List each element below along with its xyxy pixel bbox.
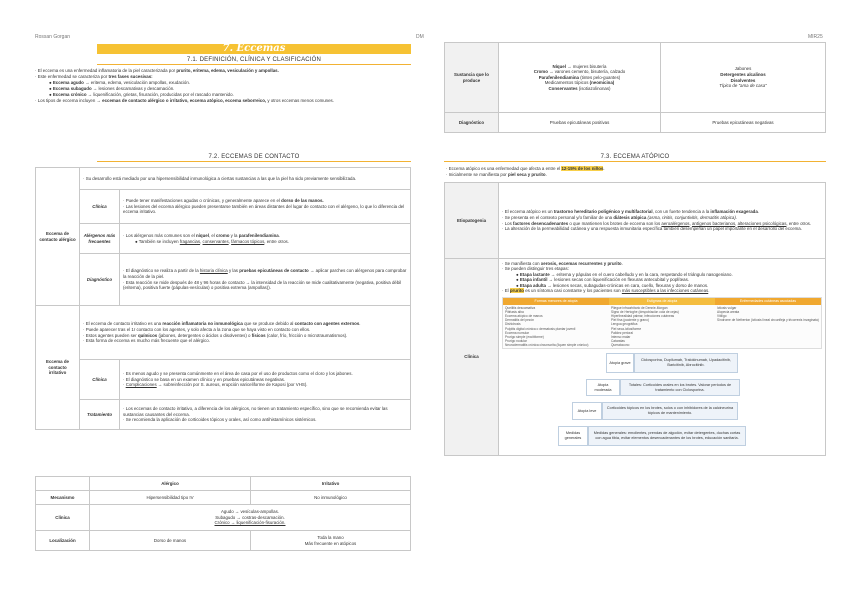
figure-item: Pliegue infraorbitario de Dennie-Morgan (611, 306, 668, 311)
compare-row-label: Diagnóstico (445, 113, 499, 133)
figure-item: Eccema atópico de manos (505, 314, 543, 319)
compare-cell-merged: Agudo → vesículas-ampollas. Subagudo → costras-descamación. Crónico → liquenificación-fisuración. (90, 505, 411, 531)
irritativo-label: Eccema de contacto irritativo (36, 306, 80, 430)
section-73-title: 7.3. ECCEMA ATÓPICO (444, 154, 826, 162)
figure-item: Prurigo simple (excitiforme) (505, 334, 544, 339)
para-phases: · Este enfermedad se caracteriza por tres fases sucesivas: (35, 74, 153, 79)
diagnostico-content: · El diagnóstico se realiza a partir de la historia clínica y las pruebas epicutáneas de contacto → aplicar parches con alérgenos para comprobar la reacción de la piel. · Esta reacción se mide después de 48 y 96 horas de contacto → la intensidad de la reacción se mide cualitativamente (negativa, positiva débil (eritema), positiva fuerte (pápulas-vesículas) o positiva extrema (ampollas)). (120, 254, 411, 306)
para-definition: · El eccema es una enfermedad inflamatoria de la piel caracterizada por prurito, eritema, edema, vesiculación y ampollas. (35, 68, 279, 73)
compare-cell: Níquel → mujeres bisutería Cromo → varones cemento, bisutería, calzado Parafenilendiamina (tintes pelo-guantes) Medicamentos tópicos (neomicina) Conservantes (isotiazolinonas) (499, 43, 661, 113)
tratamiento-content: · Los eccemas de contacto irritativo, a diferencia de los alérgicos, no tienen un tratamiento específico, sino que se recomienda evitar las sustancias causantes del eccema. · Se recomienda la aplicación de corticoides tópicos y orales, así como antihistamínicos sistémicos. (120, 400, 411, 430)
right-page (424, 0, 848, 599)
alergico-intro: · Su desarrollo está mediado por una hipersensibilidad inmunológica a ciertas sustancias a las que la piel ha sido previamente sensibilizada. (80, 168, 411, 190)
ladder-step: Atopia leve Corticoides tópicos en los brotes, solos o con inhibidores de la calcineurina tópicos de mantenimiento. (572, 402, 738, 420)
diagnostico-label: Diagnóstico (80, 254, 120, 306)
phase-item: ● Eccema crónico → liquenificación, grietas, fisuración, producidas por el rascado mantenido. (49, 92, 234, 97)
figure-item: Neurodermatitis crónica circunscrita (liquen simple crónico) (505, 342, 589, 347)
atopic-table (444, 182, 826, 456)
alergenos-content: · Los alérgenos más comunes son el níquel, el cromo y la parafenilendiamina. ● También se incluyen fragancias, conservantes, fármacos tópicos, entre otros. (120, 224, 411, 254)
para-types: · Los tipos de eccema incluyen → eccemas de contacto alérgico o irritativo, eccema atópico, eccema seborreico, y otros eccemas menos comunes. (35, 98, 334, 103)
figure-head-2: Estigmas de atopia (609, 298, 715, 305)
section-72-title: 7.2. ECCEMAS DE CONTACTO (97, 154, 411, 162)
figure-item: Síndrome de Netherton (ictiosis lineal circunfleja y tricorrexis invaginata) (717, 318, 819, 323)
figure-item: Alopecia areata (717, 310, 740, 315)
atopia-figure (502, 297, 822, 349)
alergenos-label: Alérgenos más frecuentes (80, 224, 120, 254)
course-header: MIR25 (808, 34, 823, 40)
compare-cell: Hipersensibilidad tipo IV (90, 491, 251, 505)
figure-item: Pitiriasis alba (505, 310, 524, 315)
irr-clinica-content: · Es menos agudo y se presenta comúnmente en el área de casa por el uso de productos como el cloro y los jabones. · El diagnóstico se basa en un examen clínico y en pruebas epicutáneas negativas. · Complicaciones → sobreinfección por S. aureus, erupción variceliforme de Kaposi (por VHS). (120, 360, 411, 400)
figure-item: Lengua geográfica (611, 322, 638, 327)
dm-header: DM (416, 34, 424, 40)
figure-item: Piel fina (paciente y grano) (611, 318, 649, 323)
compare-cell: Dorso de manos (90, 531, 251, 551)
compare-row-label: Mecanismo (36, 491, 90, 505)
etiopatogenia-content: · El eccema atópico es un trastorno hereditario poligénico y multifactorial, con un fuerte tendencia a la inflamación exagerada. · Se presenta en el contexto personal y/o familiar de una diátesis atópica (asma, rinitis, conjuntivitis, dermatitis atópica). · Los factores desencadenantes o que mantienen los brotes de eccema son los aeroalérgenos, antígenos bacterianos, alteraciones psicológicas, entre otros. · La alteración de la permeabilidad cutánea y una respuesta inmunitaria específica también desempeñan un papel importante en el desarrollo del eccema. (499, 183, 826, 259)
figure-header (503, 298, 821, 305)
figure-body (503, 305, 821, 348)
alergico-label: Eccema de contacto alérgico (36, 168, 80, 306)
compare-cell: Pruebas epicutáneas negativas (661, 113, 826, 133)
figure-item: Dishidrosis (505, 322, 521, 327)
chapter-title: 7. Eccemas (97, 44, 411, 54)
figure-item: Dermatitis del pezón (505, 318, 535, 323)
figure-item: Vitíligo (717, 314, 727, 319)
figure-item: Prurigo nodular (505, 338, 527, 343)
compare-cell: No inmunológico (251, 491, 411, 505)
figure-item: Eccema numular (505, 330, 529, 335)
ladder-step: Medidas generales Medidas generales: emolientes, prendas de algodón, evitar detergentes, duchas cortas con agua tibia, evitar elementos desencadenantes de los brotes, educación sanitaria. (558, 426, 746, 446)
irritativo-intro: · El eccema de contacto irritativo es una reacción inflamatoria no inmunológica que se produce debido al contacto con agentes externos. · Puede aparecer tras el 1r contacto con los agentes, y solo afecta a la zona que se haya visto en contacto con ellos. · Estos agentes pueden ser químicos (jabones, detergentes o ácidos o disolventes) o físicos (calor, frío, fricción o microtraumatismos). · Esta forma de eccema es mucho más frecuente que el alérgico. (80, 306, 411, 360)
figure-item: Ictiosis vulgar (717, 306, 737, 311)
figure-head-1: Formas menores de atopia (503, 298, 609, 305)
compare-row-label: Clínica (36, 505, 90, 531)
clinica-label: Clínica (80, 190, 120, 224)
figure-item: Queratocono (611, 342, 630, 347)
section-71-body (35, 68, 411, 104)
ladder-step: Atopia grave Ciclosporina, Dupilumab, Tralokinumab, Upadacitinib, Baricitinib, Abrocitinib. (606, 353, 738, 373)
figure-item: Queilitis descamativa (505, 306, 536, 311)
figure-col-3 (715, 305, 821, 348)
tratamiento-label: Tratamiento (80, 400, 120, 430)
treatment-ladder (502, 353, 822, 453)
figure-item: Palidez perioral (611, 330, 633, 335)
section-71-title: 7.1. DEFINICIÓN, CLÍNICA Y CLASIFICACIÓN (97, 57, 411, 65)
compare-row-label: Sustancia que lo produce (445, 43, 499, 113)
figure-item: Cataratas (611, 338, 625, 343)
compare-col-alergico: Alérgico (90, 477, 251, 491)
comparison-table (35, 476, 411, 551)
figure-item: Piel seca-ictiosiforme (611, 326, 642, 331)
figure-item: Signo de Hertoghe (despoblación cola de cejas) (611, 310, 679, 315)
contact-eczema-table (35, 167, 411, 430)
phase-item: ● Eccema agudo → eritema, edema, vesiculación ampollas, exudación. (49, 80, 191, 85)
compare-cell: Jabones Detergentes alcalinos Disolventes Típico de "ama de casa" (661, 43, 826, 113)
section-73-intro: · Eccema atópico es una enfermedad que afecta a entre el 12-15% de los niños. · Inicialmente se manifiesta por piel seca y prurito. (446, 166, 605, 177)
author-header: Rossan Gorgan (35, 34, 71, 40)
compare-corner (36, 477, 90, 491)
compare-col-irritativo: Irritativo (251, 477, 411, 491)
figure-item: Intenso malar (611, 334, 631, 339)
figure-col-2 (609, 305, 715, 348)
ladder-step: Atopia moderada Totales: Corticoides orales en los brotes. Valorar periodos de tratamiento con Ciclosporina. (586, 379, 740, 396)
figure-item: Pulpitis digital crónica o dermatosis plantar juvenil (505, 326, 576, 331)
irr-clinica-label: Clínica (80, 360, 120, 400)
clinica-content: · Puede tener manifestaciones agudas o crónicas, y generalmente aparece en el dorso de las manos. · Las lesiones del eccema alérgico pueden presentarse también en áreas distantes del lugar de contacto con el alérgeno, lo que lo diferencia del eccema irritativo. (120, 190, 411, 224)
clinica-atopica-label: Clínica (445, 259, 499, 456)
figure-item: Hiperlinealidad palmar, infecciones cutáneas (611, 314, 675, 319)
comparison-table-continued (444, 42, 826, 133)
clinica-atopica-content: · Se manifiesta con xerosis, eccemas recurrentes y prurito. · Se pueden distinguir tres etapas: ● Etapa lactante → eritema y pápulas en el cuero cabelludo y en la cara, respetando el triángulo nasogeniano. ● Etapa infantil → lesiones secas con liquenificación en flexuras antecubital y poplíteas. ● Etapa adulta → lesiones secas, subagudas-crónicas en cara, cuello, flexuras y dorso de manos. · El prurito es un síntoma casi constante y los pacientes son más susceptibles a las infecciones cutáneas. Formas menores de atopia Estigmas de atopia Enfermedades cutáneas asociadas Queilitis descamativa Pitiriasis alba Eccema atópico de manos Dermatitis del pezón Dishidrosis Pulpitis digital crónica o dermatosis plantar juvenil Eccema numular Prurigo simple (excitiforme) Prurigo nodular Neurodermatitis crónica circunscrita (liquen simple crónico) Pliegue infraorbitario de Dennie-Morgan Signo de Hertoghe (despoblación cola de cejas) Hiperlinealidad palmar, infecciones cutáneas Piel fina (paciente y grano) Lengua geográfica Piel seca-ictiosiforme Palidez perioral Intenso malar Cataratas Queratocono Ictiosis vulgar Alopecia areata Vitíligo Síndrome de Netherton (ictiosis lineal circunfleja y tricorrexis invaginata) Atopia grave Ciclosporina, Dupilumab, Tralokinumab, Upadacitinib, Baricitinib, Abrocitinib. Atopia moderada Totales: Corticoides orales en los brotes. Valorar periodos de tratamiento con Ciclosporina. Atopia leve Corticoides tópicos en los brotes, solos o con inhibidores de la calcineurina tópicos de mantenimiento. Medidas generales Medidas generales: emolientes, prendas de algodón, evitar detergentes, duchas cortas con agua tibia, evitar elementos desencadenantes de los brotes, educación sanitaria. (499, 259, 826, 456)
compare-row-label: Localización (36, 531, 90, 551)
etiopatogenia-label: Etiopatogenia (445, 183, 499, 259)
phase-item: ● Eccema subagudo → lesiones descamativas y descamación. (49, 86, 175, 91)
figure-head-3: Enfermedades cutáneas asociadas (715, 298, 821, 305)
compare-cell: Pruebas epicutáneas positivas (499, 113, 661, 133)
figure-col-1 (503, 305, 609, 348)
compare-cell: Toda la mano Más frecuente en atópicos (251, 531, 411, 551)
